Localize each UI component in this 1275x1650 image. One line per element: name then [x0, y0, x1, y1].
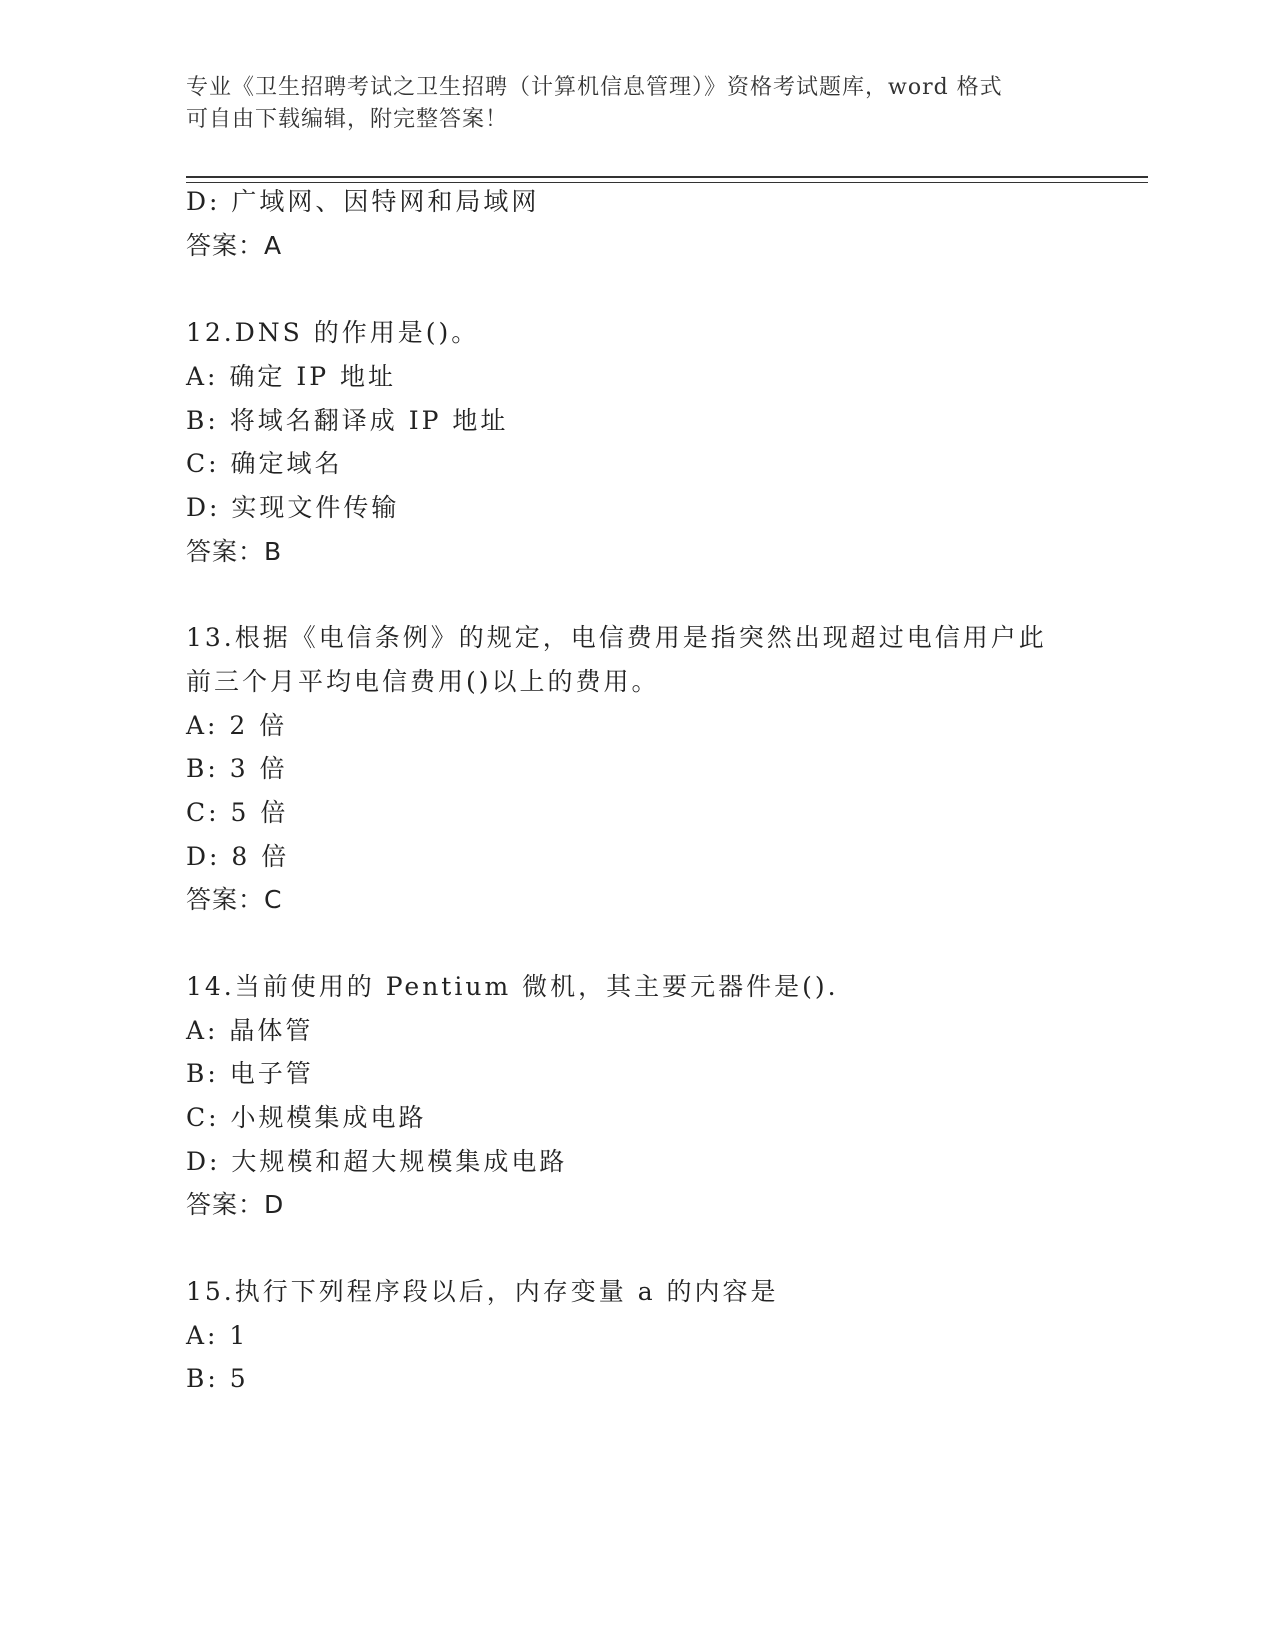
q14-stem: 14.当前使用的 Pentium 微机，其主要元器件是().	[186, 972, 839, 1001]
q12-option-a: A: 确定 IP 地址	[186, 362, 397, 391]
q13-option-b: B: 3 倍	[186, 754, 288, 783]
q12-stem: 12.DNS 的作用是()。	[186, 318, 480, 347]
q14-option-c: C: 小规模集成电路	[186, 1103, 427, 1132]
header-line-1: 专业《卫生招聘考试之卫生招聘（计算机信息管理）》资格考试题库，word 格式	[186, 75, 1003, 100]
header-divider-thick	[186, 176, 1148, 178]
q11-answer: 答案：A	[186, 231, 283, 260]
q13-option-d: D: 8 倍	[186, 842, 290, 871]
q13-stem-line-2: 前三个月平均电信费用()以上的费用。	[186, 667, 660, 696]
header-line-2: 可自由下载编辑，附完整答案！	[186, 107, 509, 132]
q15-stem: 15.执行下列程序段以后，内存变量 a 的内容是	[186, 1277, 779, 1306]
document-header	[186, 72, 1066, 136]
q12-option-b: B: 将域名翻译成 IP 地址	[186, 406, 509, 435]
q15-option-a: A: 1	[186, 1321, 249, 1350]
q12-option-c: C: 确定域名	[186, 449, 343, 478]
q14-option-b: B: 电子管	[186, 1059, 314, 1088]
q15-option-b: B: 5	[186, 1364, 249, 1393]
q13-answer: 答案：C	[186, 885, 283, 914]
q14-option-d: D: 大规模和超大规模集成电路	[186, 1147, 568, 1176]
q13-option-c: C: 5 倍	[186, 798, 289, 827]
q13-option-a: A: 2 倍	[186, 711, 288, 740]
q12-answer: 答案：B	[186, 537, 283, 566]
q14-option-a: A: 晶体管	[186, 1016, 314, 1045]
q13-stem-line-1: 13.根据《电信条例》的规定，电信费用是指突然出现超过电信用户此	[186, 623, 1047, 652]
q14-answer: 答案：D	[186, 1190, 285, 1219]
q11-option-d: D: 广域网、因特网和局域网	[186, 187, 540, 216]
header-divider-thin	[186, 182, 1148, 183]
q12-option-d: D: 实现文件传输	[186, 493, 400, 522]
